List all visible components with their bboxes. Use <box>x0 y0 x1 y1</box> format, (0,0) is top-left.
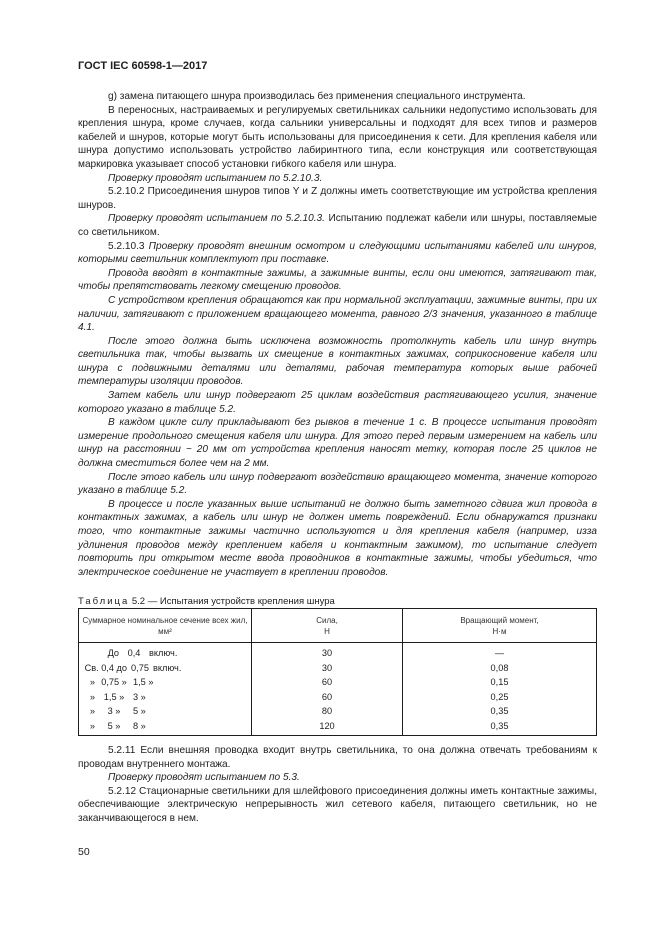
italic-fragment: Проверку проводят внешним осмотром и следующими испытаниями кабелей или шнуров, которыми светильник комплектуют при поставке. <box>78 240 597 266</box>
force-cell: 120 <box>252 719 403 736</box>
table-row <box>79 704 597 719</box>
paragraph: В каждом цикле силу прикладывают без рывков в течение 1 с. В процессе испытания проводят измерение продольного смещения кабеля или шнура. Для этого перед первым измерением на кабель или шнур на расстоянии ~ 20 мм от устройства крепления наносят метку, которая после 25 циклов не должна сместиться более чем на 2 мм. <box>78 417 597 470</box>
table-row <box>79 690 597 705</box>
table-row <box>79 643 597 661</box>
table-row <box>79 661 597 676</box>
torque-cell: 0,08 <box>490 662 509 673</box>
paragraph: g) замена питающего шнура производилась без применения специального инструмента. <box>108 91 526 102</box>
paragraph: Проверку проводят испытанием по 5.2.10.3. <box>108 172 323 184</box>
torque-cell: 0,35 <box>403 719 597 736</box>
paragraph: 5.2.11 Если внешняя проводка входит внутрь светильника, то она должна отвечать требованиям к проводам внутреннего монтажа. <box>78 745 597 770</box>
paragraph: Провода вводят в контактные зажимы, а зажимные винты, если они имеются, затягивают так, чтобы препятствовать легкому смещению проводов. <box>78 267 597 293</box>
paragraph <box>78 240 597 267</box>
table-header-row <box>79 609 597 643</box>
cross-section-cell: » 5 » 8 » <box>79 719 252 736</box>
paragraph: После этого кабель или шнур подвергают воздействию вращающего момента, значение которого указано в таблице 5.2. <box>78 471 597 497</box>
header-force: Сила, Н <box>252 609 403 643</box>
paragraph: В процессе и после указанных выше испытаний не должно быть заметного сдвига жил провода в контактных зажимах, а кабель или шнур не должен иметь повреждений. Если обнаружатся признаки того, что контактные зажимы частично используются и для крепления кабеля (например, изза удлинения проводов между креплением кабеля и контактным зажимом), то испытание следует повторить при открытом месте ввода проводников в контактные зажимы, чтобы убедиться, что электрическое соединение не участвует в креплении проводов. <box>78 498 597 578</box>
table-row <box>79 675 597 690</box>
torque-cell: 0,25 <box>490 691 509 702</box>
cross-section-cell: Св. 0,4 до 0,75 включ. <box>79 661 252 676</box>
force-cell: 30 <box>252 643 403 661</box>
torque-cell: 0,15 <box>490 677 509 688</box>
torque-cell: 0,35 <box>490 706 509 717</box>
cross-section-cell: До 0,4 включ. <box>79 643 252 661</box>
cross-section-cell: » 3 » 5 » <box>79 704 252 719</box>
table-caption-label: Таблица <box>78 596 130 607</box>
paragraph: Проверку проводят испытанием по 5.3. <box>108 772 300 784</box>
table-row <box>79 719 597 736</box>
paragraph: 5.2.12 Стационарные светильники для шлейфового присоединения должны иметь контактные зажимы, обеспечивающие электрическую непрерывность жил сетевого кабеля, питающего светильник, но не заканчивающегося в нем. <box>78 785 597 824</box>
paragraph <box>78 212 597 239</box>
plain-fragment: 5.2.10.3 <box>108 240 149 252</box>
paragraph: 5.2.10.2 Присоединения шнуров типов Y и Z должны иметь соответствующие им устройства крепления шнуров. <box>78 186 597 211</box>
paragraph: После этого должна быть исключена возможность протолкнуть кабель или шнур внутрь светильника так, чтобы вызвать их смещение в контактных зажимах, соприкосновение кабеля или шнура с подвижными деталями или деталями, рабочая температура которых выше рабочей температуры изоляции проводов. <box>78 335 597 388</box>
document-header: ГОСТ IEC 60598-1—2017 <box>78 60 208 72</box>
cross-section-cell: » 1,5 » 3 » <box>79 690 252 705</box>
text-after-table <box>78 744 597 826</box>
table-caption-text: 5.2 — Испытания устройств крепления шнура <box>129 596 335 607</box>
force-cell: 30 <box>252 661 403 676</box>
force-cell: 60 <box>252 690 403 705</box>
paragraph: Затем кабель или шнур подвергают 25 циклам воздействия растягивающего усилия, значение которого указано в таблице 5.2. <box>78 390 597 415</box>
main-text <box>78 90 597 579</box>
cross-section-cell: » 0,75 » 1,5 » <box>79 675 252 690</box>
force-cell: 80 <box>252 704 403 719</box>
torque-cell: — <box>494 648 505 659</box>
header-cross-section: Суммарное номинальное сечение всех жил, мм² <box>79 609 252 643</box>
header-torque: Вращающий момент, Н·м <box>403 609 597 643</box>
cord-anchorage-table <box>78 608 597 736</box>
paragraph: С устройством крепления обращаются как при нормальной эксплуатации, зажимные винты, при их наличии, затягивают с приложением вращающего момента, равного 2/3 значения, указанного в таблице 4.1. <box>78 294 597 334</box>
paragraph: В переносных, настраиваемых и регулируемых светильниках сальники недопустимо использовать для крепления шнура, кроме случаев, когда сальники универсальны и подходят для всех типов и размеров кабелей и шнуров, которые могут быть использованы для присоединения к сети. Для крепления кабеля или шнура допустимо использовать устройство лабиринтного типа, если конструкция или соответствующая маркировка указывает способ установки гибкого кабеля или шнура. <box>78 104 597 170</box>
page-number: 50 <box>78 846 90 858</box>
italic-fragment: Проверку проводят испытанием по 5.2.10.3. <box>108 213 325 225</box>
table-caption <box>78 596 335 607</box>
force-cell: 60 <box>252 675 403 690</box>
plain-fragment: Испытанию подлежат кабели или шнуры, поставляемые со светильником. <box>78 213 597 238</box>
